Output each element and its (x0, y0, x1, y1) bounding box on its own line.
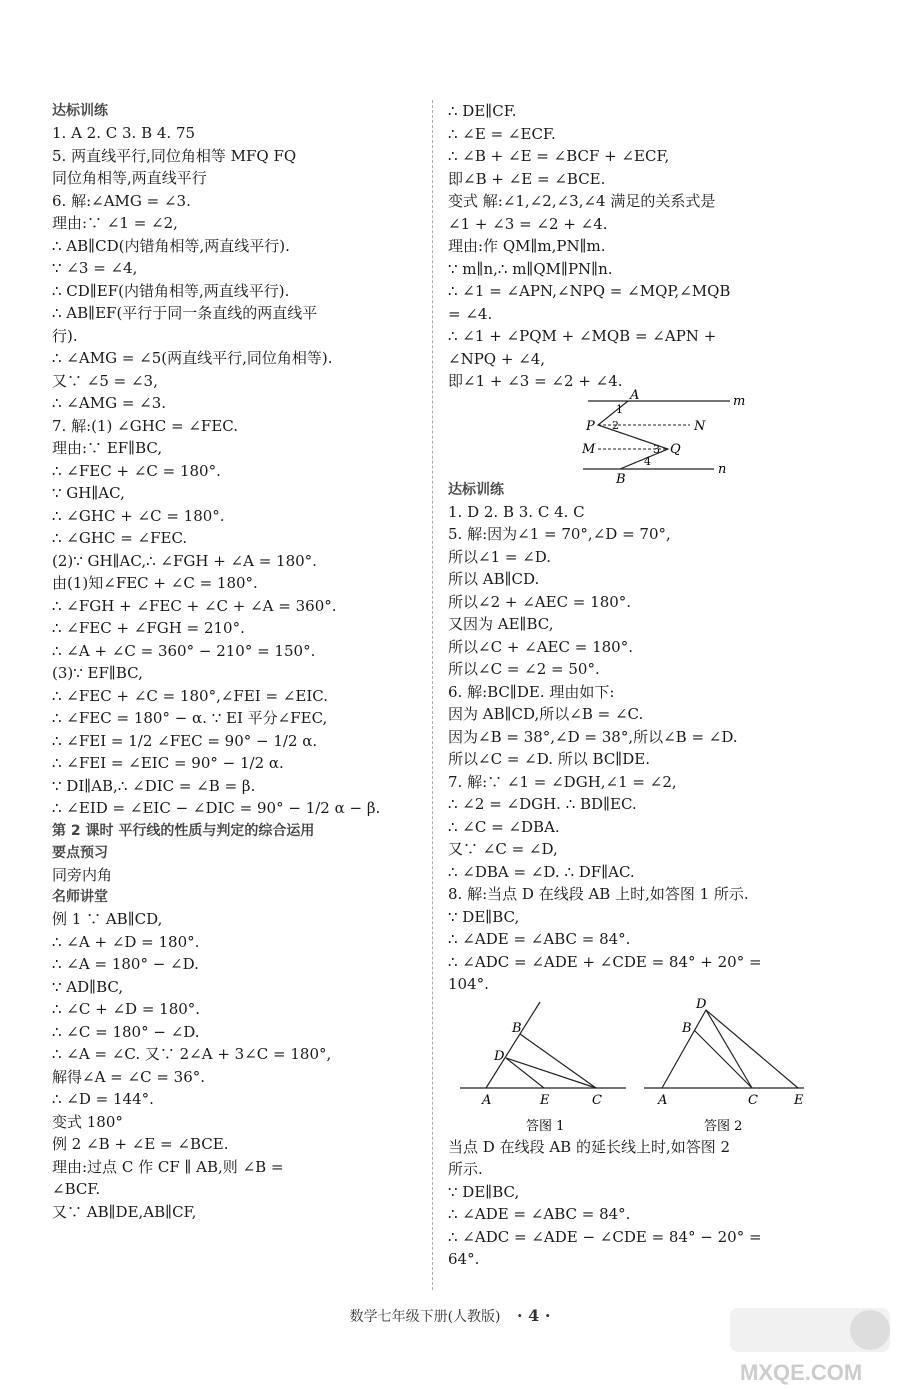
text-line: 理由:过点 C 作 CF ∥ AB,则 ∠B = (52, 1157, 284, 1176)
right-section-c (448, 1136, 848, 1271)
text-line: ∴ ∠D = 144°. (52, 1090, 154, 1108)
text-line: 理由:∵ ∠1 = ∠2, (52, 214, 178, 232)
text-line: ∴ ∠E = ∠ECF. (448, 124, 556, 143)
text-line: ∴ ∠B + ∠E = ∠BCF + ∠ECF, (448, 147, 670, 165)
text-line: ∴ ∠GHC = ∠FEC. (52, 529, 188, 547)
text-line: 同旁内角 (52, 865, 113, 884)
fig1-label-A: A (482, 1092, 492, 1108)
text-line: ∴ ∠2 = ∠DGH. ∴ BD∥EC. (448, 795, 637, 813)
text-line: ∴ ∠EID = ∠EIC − ∠DIC = 90° − 1/2 α − β. (52, 799, 381, 817)
text-line: ∴ ∠C = ∠DBA. (448, 817, 560, 836)
section-heading: 第 2 课时 平行线的性质与判定的综合运用 (52, 822, 315, 839)
label-P: P (586, 418, 595, 434)
fig2-caption: 答图 2 (704, 1118, 743, 1134)
parallel-lines-figure (448, 387, 848, 487)
text-line: 6. 解:BC∥DE. 理由如下: (448, 682, 615, 701)
text-line: 所示. (448, 1160, 483, 1178)
angle-2: 2 (612, 418, 619, 432)
text-line: 64°. (448, 1250, 480, 1268)
text-line: 变式 180° (52, 1112, 123, 1131)
text-line: ∴ ∠AMG = ∠5(两直线平行,同位角相等). (52, 349, 333, 367)
text-line: ∴ ∠FEC + ∠C = 180°,∠FEI = ∠EIC. (52, 686, 328, 705)
text-line: ∴ ∠FEC = 180° − α. ∵ EI 平分∠FEC, (52, 709, 328, 727)
text-line: ∴ ∠ADC = ∠ADE + ∠CDE = 84° + 20° = (448, 952, 762, 971)
book-title: 数学七年级下册(人教版) (349, 1309, 501, 1325)
text-line: 因为∠B = 38°,∠D = 38°,所以∠B = ∠D. (448, 727, 738, 746)
text-line: ∵ DI∥AB,∴ ∠DIC = ∠B = β. (52, 776, 256, 795)
text-line: 即∠B + ∠E = ∠BCE. (448, 169, 606, 188)
text-line: 解得∠A = ∠C = 36°. (52, 1067, 206, 1086)
text-line: ∴ ∠AMG = ∠3. (52, 394, 167, 412)
text-line: ∴ AB∥CD(内错角相等,两直线平行). (52, 236, 290, 255)
text-line: (2)∵ GH∥AC,∴ ∠FGH + ∠A = 180°. (52, 551, 317, 570)
fig2-label-B: B (682, 1020, 692, 1036)
answer-figures (448, 996, 848, 1136)
text-line: 因为 AB∥CD,所以∠B = ∠C. (448, 705, 644, 723)
section-heading: 达标训练 (52, 103, 108, 119)
text-line: ∴ ∠FGH + ∠FEC + ∠C + ∠A = 360°. (52, 596, 337, 615)
angle-1: 1 (616, 402, 623, 416)
section-heading: 达标训练 (448, 481, 504, 498)
text-line: ∴ ∠ADE = ∠ABC = 84°. (448, 930, 631, 948)
text-line: ∴ ∠DBA = ∠D. ∴ DF∥AC. (448, 862, 635, 881)
text-line: 所以∠1 = ∠D. (448, 547, 552, 566)
text-line: 行). (52, 326, 78, 345)
text-line: 1. D 2. B 3. C 4. C (448, 502, 585, 521)
text-line: ∴ ∠ADE = ∠ABC = 84°. (448, 1205, 631, 1223)
text-line: ∠NPQ + ∠4, (448, 349, 546, 368)
fig1-label-D: D (494, 1048, 505, 1064)
watermark-logo (720, 1300, 900, 1390)
text-line: ∵ DE∥BC, (448, 907, 520, 926)
label-B: B (616, 471, 626, 487)
label-N: N (694, 418, 706, 434)
fig2-label-D: D (696, 996, 707, 1012)
text-line: 1. A 2. C 3. B 4. 75 (52, 124, 196, 142)
fig1-label-C: C (592, 1092, 602, 1108)
text-line: 所以∠C = ∠D. 所以 BC∥DE. (448, 750, 650, 768)
text-line: = ∠4. (448, 304, 493, 323)
watermark-text: MXQE.COM (740, 1360, 863, 1385)
text-line: 所以∠C + ∠AEC = 180°. (448, 637, 633, 656)
text-line: 当点 D 在线段 AB 的延长线上时,如答图 2 (448, 1137, 731, 1156)
fig1-caption: 答图 1 (526, 1118, 565, 1134)
text-line: 又∵ ∠5 = ∠3, (52, 371, 158, 390)
text-line: ∴ DE∥CF. (448, 102, 517, 120)
text-line: ∴ ∠A = 180° − ∠D. (52, 955, 199, 973)
right-section-b (448, 479, 848, 996)
text-line: ∴ ∠A + ∠D = 180°. (52, 932, 200, 951)
text-line: 由(1)知∠FEC + ∠C = 180°. (52, 574, 258, 592)
text-line: 理由:作 QM∥m,PN∥m. (448, 237, 606, 255)
column-divider (432, 100, 433, 1290)
section-heading: 名师讲堂 (52, 889, 108, 905)
text-line: 例 1 ∵ AB∥CD, (52, 910, 163, 928)
label-Q: Q (670, 441, 681, 457)
fig2-label-E: E (794, 1092, 804, 1108)
label-M: M (582, 441, 596, 457)
text-line: 又因为 AE∥BC, (448, 615, 554, 633)
text-line: 所以∠2 + ∠AEC = 180°. (448, 592, 632, 611)
text-line: (3)∵ EF∥BC, (52, 664, 143, 682)
text-line: ∵ m∥n,∴ m∥QM∥PN∥n. (448, 259, 613, 278)
text-line: 即∠1 + ∠3 = ∠2 + ∠4. (448, 372, 623, 390)
text-line: ∴ ∠ADC = ∠ADE − ∠CDE = 84° − 20° = (448, 1227, 762, 1246)
text-line: ∴ ∠A = ∠C. 又∵ 2∠A + 3∠C = 180°, (52, 1045, 332, 1063)
text-line: 6. 解:∠AMG = ∠3. (52, 191, 191, 210)
fig2-label-C: C (748, 1092, 758, 1108)
page-number: · 4 · (516, 1306, 551, 1325)
text-line: 8. 解:当点 D 在线段 AB 上时,如答图 1 所示. (448, 885, 749, 903)
text-line: 理由:∵ EF∥BC, (52, 439, 163, 457)
fig1-label-E: E (540, 1092, 550, 1108)
angle-3: 3 (653, 442, 660, 456)
text-line: ∴ ∠C = 180° − ∠D. (52, 1022, 200, 1041)
text-line: 7. 解:∵ ∠1 = ∠DGH,∠1 = ∠2, (448, 772, 677, 791)
text-line: 104°. (448, 975, 489, 993)
text-line: 所以∠C = ∠2 = 50°. (448, 660, 600, 678)
text-line: ∴ ∠GHC + ∠C = 180°. (52, 506, 225, 525)
text-line: ∴ ∠A + ∠C = 360° − 210° = 150°. (52, 641, 316, 660)
label-m: m (733, 393, 746, 409)
text-line: 同位角相等,两直线平行 (52, 169, 207, 187)
text-line: 又∵ ∠C = ∠D, (448, 840, 558, 858)
text-line: 例 2 ∠B + ∠E = ∠BCE. (52, 1135, 229, 1153)
text-line: ∴ ∠FEI = 1/2 ∠FEC = 90° − 1/2 α. (52, 731, 318, 750)
text-line: ∵ AD∥BC, (52, 977, 124, 996)
section-heading: 要点预习 (52, 844, 108, 861)
label-n: n (718, 461, 727, 477)
text-line: ∴ ∠FEI = ∠EIC = 90° − 1/2 α. (52, 754, 284, 772)
text-line: 变式 解:∠1,∠2,∠3,∠4 满足的关系式是 (448, 192, 716, 210)
page-footer (300, 1306, 600, 1326)
text-line: ∴ ∠FEC + ∠C = 180°. (52, 461, 221, 480)
text-line: 5. 两直线平行,同位角相等 MFQ FQ (52, 146, 297, 165)
text-line: ∴ ∠1 = ∠APN,∠NPQ = ∠MQP,∠MQB (448, 282, 731, 300)
label-A: A (630, 387, 640, 403)
fig1-label-B: B (512, 1020, 522, 1036)
right-column (448, 100, 848, 1271)
text-line: ∵ DE∥BC, (448, 1182, 520, 1201)
text-line: ∠BCF. (52, 1180, 101, 1198)
angle-4: 4 (644, 454, 651, 468)
text-line: 所以 AB∥CD. (448, 570, 540, 588)
fig2-label-A: A (658, 1092, 668, 1108)
text-line: ∵ GH∥AC, (52, 484, 125, 502)
text-line: ∠1 + ∠3 = ∠2 + ∠4. (448, 214, 608, 233)
text-line: ∴ ∠FEC + ∠FGH = 210°. (52, 619, 245, 637)
text-line: ∵ ∠3 = ∠4, (52, 259, 138, 277)
text-line: 又∵ AB∥DE,AB∥CF, (52, 1202, 197, 1221)
text-line: ∴ ∠1 + ∠PQM + ∠MQB = ∠APN + (448, 327, 717, 345)
right-section-a (448, 100, 848, 393)
text-line: ∴ ∠C + ∠D = 180°. (52, 1000, 201, 1018)
text-line: ∴ CD∥EF(内错角相等,两直线平行). (52, 281, 290, 300)
text-line: ∴ AB∥EF(平行于同一条直线的两直线平 (52, 304, 318, 322)
left-column (52, 100, 422, 1223)
text-line: 5. 解:因为∠1 = 70°,∠D = 70°, (448, 525, 671, 543)
text-line: 7. 解:(1) ∠GHC = ∠FEC. (52, 416, 238, 435)
